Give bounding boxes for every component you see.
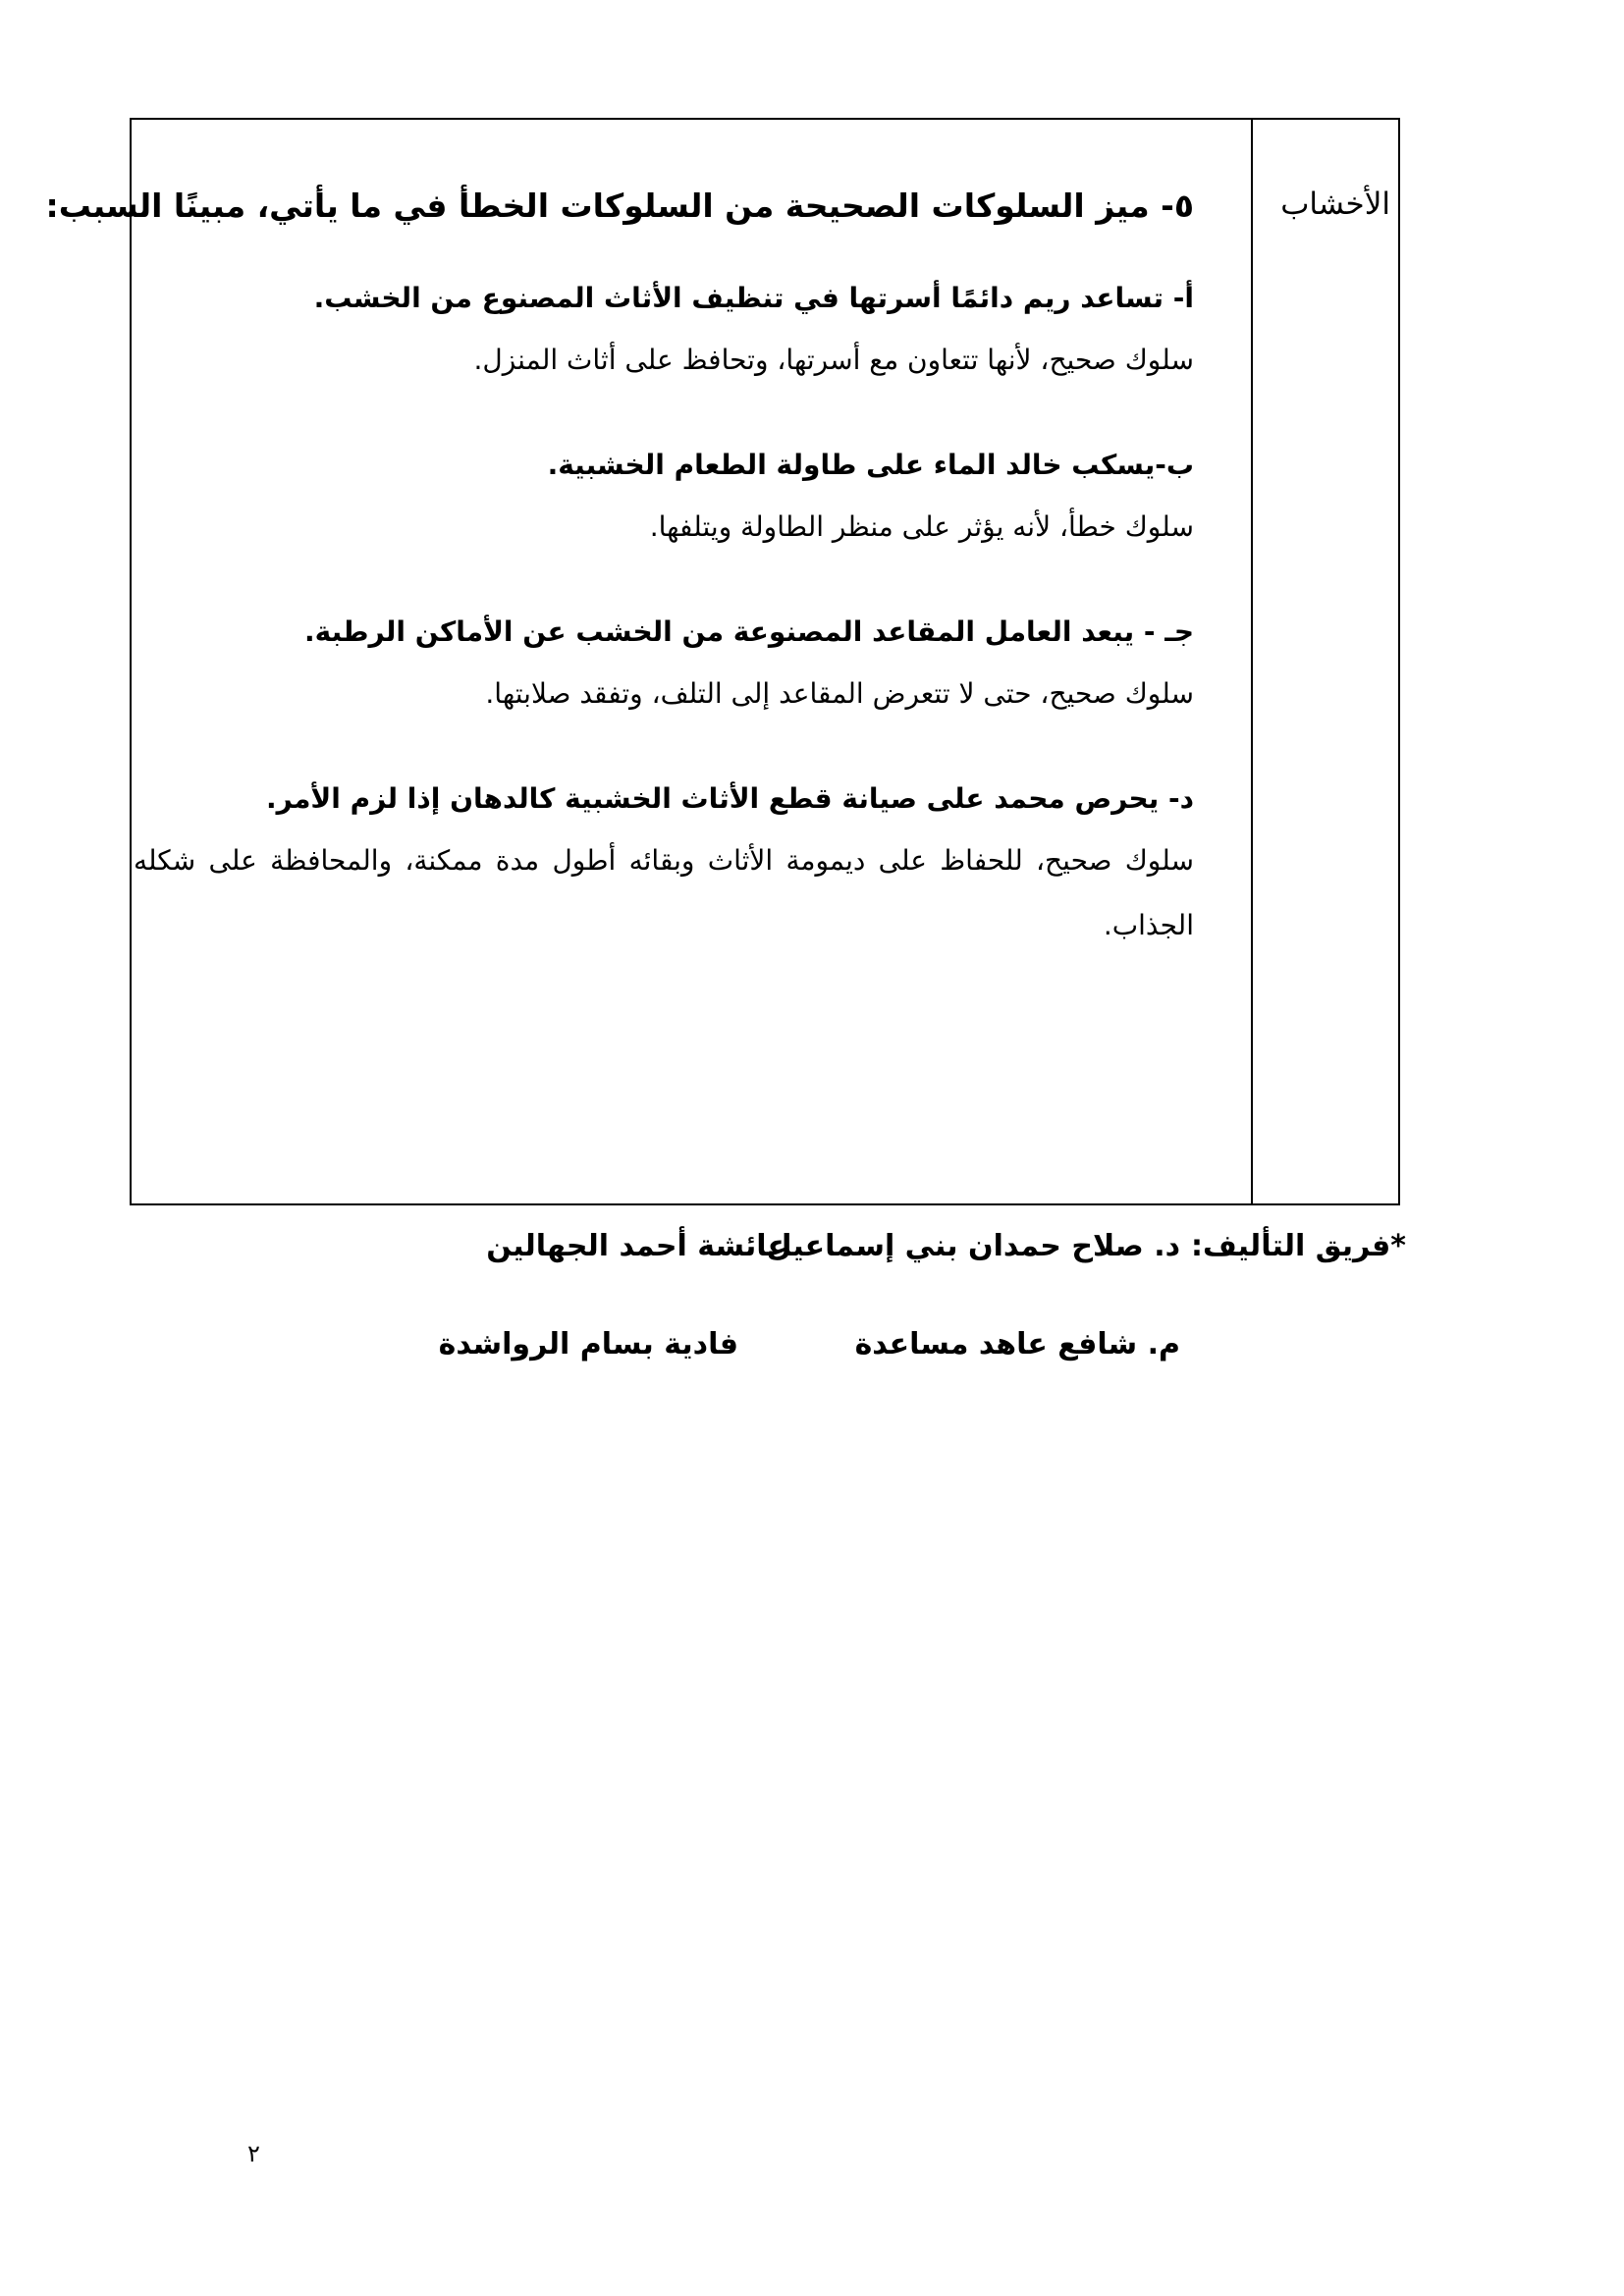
author-name: د. صلاح حمدان بني إسماعيل bbox=[766, 1229, 1180, 1263]
author-name: فادية بسام الرواشدة bbox=[438, 1327, 738, 1362]
item-statement: أ- تساعد ريم دائمًا أسرتها في تنظيف الأثاث المصنوع من الخشب. bbox=[313, 282, 1194, 314]
page-number: ٢ bbox=[247, 2140, 260, 2167]
question-heading: ٥- ميز السلوكات الصحيحة من السلوكات الخطأ في ما يأتي، مبينًا السبب: bbox=[45, 187, 1194, 225]
authors-label: *فريق التأليف: bbox=[1190, 1229, 1406, 1263]
question-item bbox=[134, 603, 1194, 726]
table-column-divider bbox=[1251, 118, 1253, 1205]
question-item bbox=[134, 770, 1194, 958]
item-answer: سلوك صحيح، لأنها تتعاون مع أسرتها، وتحافظ على أثاث المنزل. bbox=[473, 344, 1194, 376]
item-answer: سلوك صحيح، للحفاظ على ديمومة الأثاث وبقائه أطول مدة ممكنة، والمحافظة على شكله الجذاب. bbox=[134, 844, 1194, 941]
authoring-team bbox=[130, 1217, 1406, 1414]
item-statement: د- يحرص محمد على صيانة قطع الأثاث الخشبية كالدهان إذا لزم الأمر. bbox=[266, 782, 1194, 815]
item-answer: سلوك صحيح، حتى لا تتعرض المقاعد إلى التلف، وتفقد صلابتها. bbox=[485, 677, 1194, 710]
authors-row bbox=[130, 1217, 1406, 1315]
authors-row bbox=[130, 1315, 1406, 1414]
question-cell bbox=[45, 177, 1194, 958]
author-name: م. شافع عاهد مساعدة bbox=[854, 1327, 1180, 1362]
item-statement: ب-يسكب خالد الماء على طاولة الطعام الخشبية. bbox=[547, 449, 1194, 481]
item-statement: جـ - يبعد العامل المقاعد المصنوعة من الخشب عن الأماكن الرطبة. bbox=[304, 615, 1194, 648]
question-item bbox=[134, 269, 1194, 393]
topic-cell: الأخشاب bbox=[1280, 187, 1390, 222]
item-answer: سلوك خطأ، لأنه يؤثر على منظر الطاولة ويتلفها. bbox=[649, 510, 1194, 543]
question-item bbox=[134, 436, 1194, 560]
author-name: عائشة أحمد الجهالين bbox=[486, 1229, 787, 1263]
